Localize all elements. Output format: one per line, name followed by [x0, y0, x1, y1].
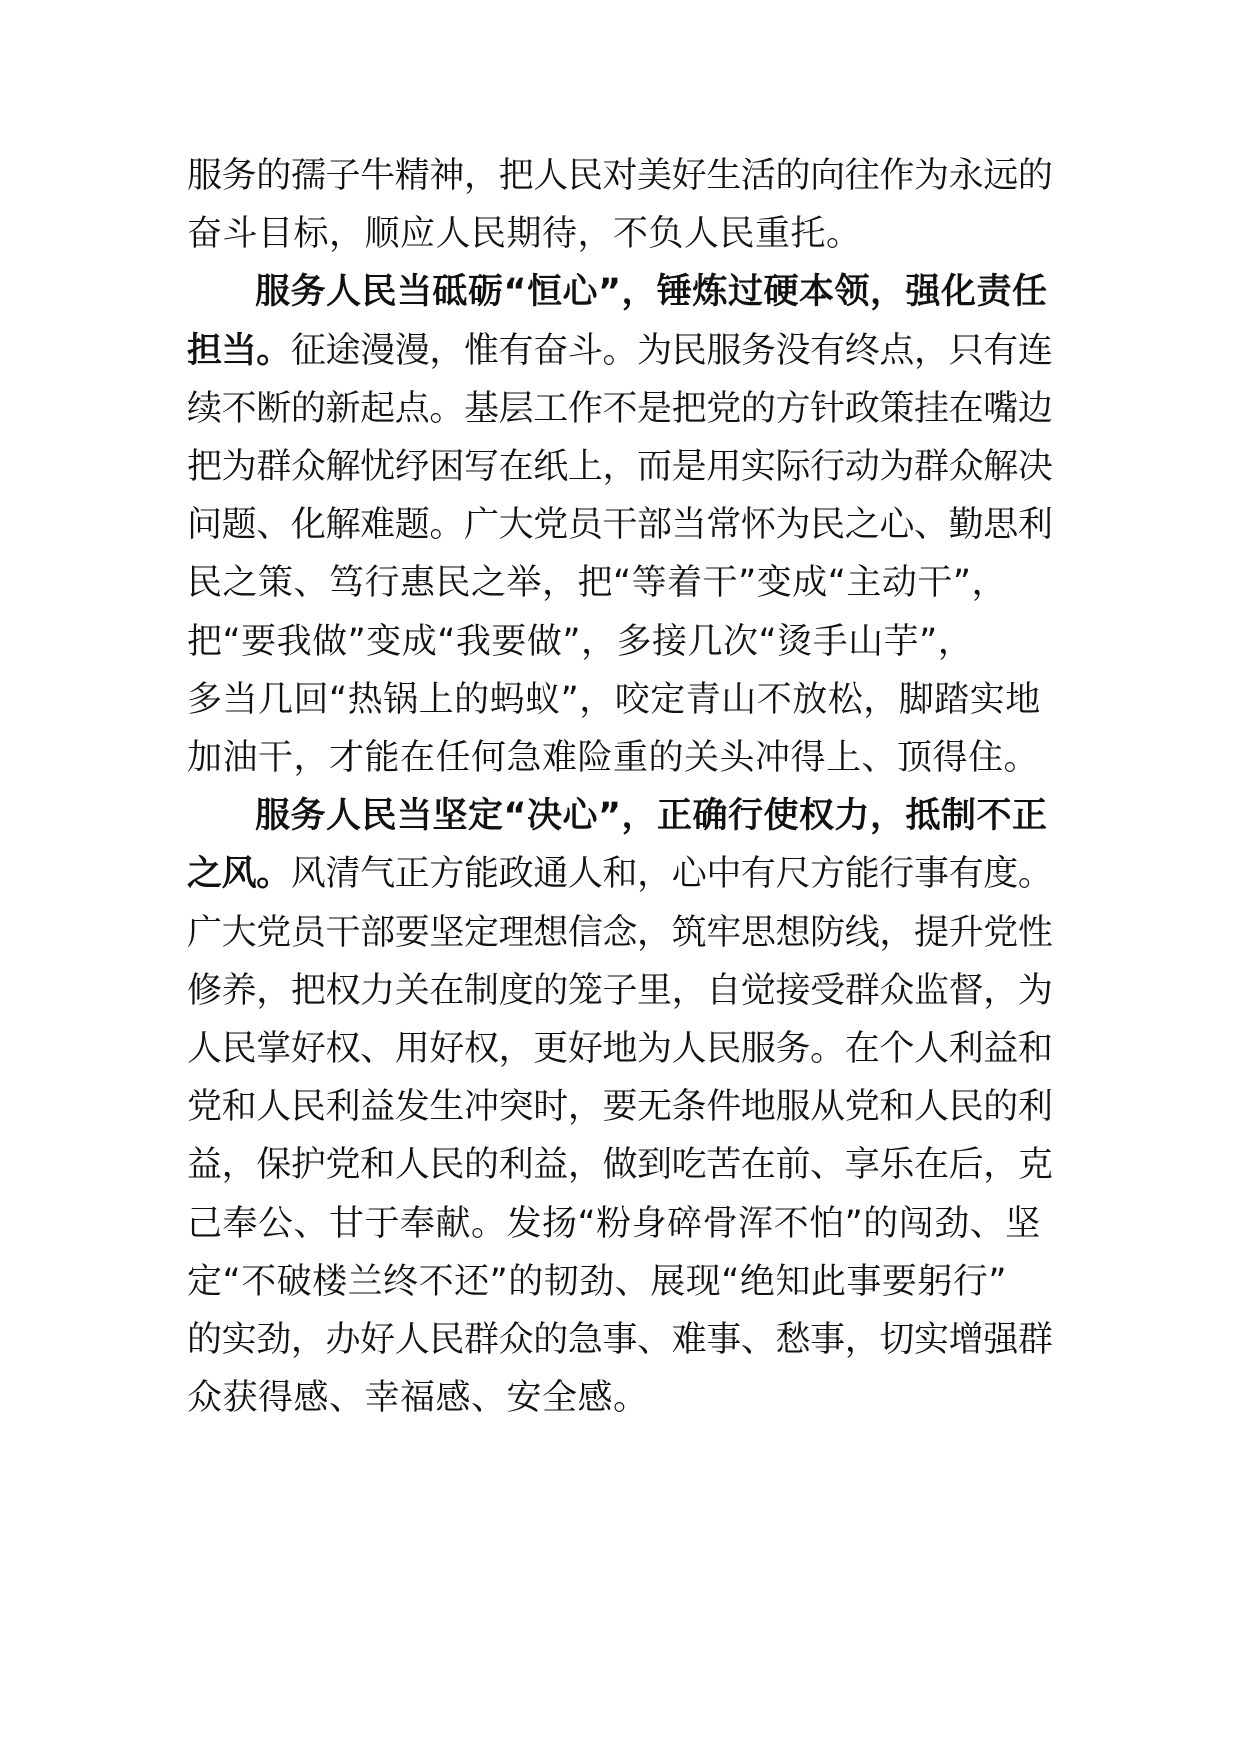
body-text: 党和人民利益发生冲突时，要无条件地服从党和人民的利	[187, 1087, 1053, 1128]
body-text: 广大党员干部要坚定理想信念，筑牢思想防线，提升党性	[187, 912, 1053, 953]
body-text: 奋斗目标，顺应人民期待，不负人民重托。	[187, 214, 862, 255]
text-line	[187, 958, 1053, 1024]
bold-heading-text: 担当。	[187, 330, 291, 371]
text-line	[187, 609, 1053, 675]
body-text: 众获得感、幸福感、安全感。	[187, 1378, 649, 1419]
text-line	[187, 1074, 1053, 1140]
bold-heading-text: 服务人民当砥砺“恒心”，锤炼过硬本领，强化责任	[255, 272, 1048, 313]
body-text: 风清气正方能政通人和，心中有尺方能行事有度。	[290, 854, 1053, 895]
text-line	[187, 376, 1053, 442]
text-line	[187, 725, 1053, 791]
body-text: 民之策、笃行惠民之举，把“等着干”变成“主动干”，	[187, 563, 1008, 604]
body-text: 征途漫漫，惟有奋斗。为民服务没有终点，只有连	[290, 330, 1053, 371]
text-line	[187, 550, 1053, 616]
text-line	[187, 1249, 1053, 1315]
text-line	[187, 434, 1053, 500]
body-text: 服务的孺子牛精神，把人民对美好生活的向往作为永远的	[187, 156, 1053, 196]
text-line	[187, 1191, 1053, 1257]
body-text: 修养，把权力关在制度的笼子里，自觉接受群众监督，为	[187, 970, 1053, 1011]
bold-heading-text: 服务人民当坚定“决心”，正确行使权力，抵制不正	[255, 796, 1048, 837]
text-line	[255, 783, 1053, 849]
body-text: 益，保护党和人民的利益，做到吃苦在前、享乐在后，克	[187, 1145, 1053, 1186]
body-text: 加油干，才能在任何急难险重的关头冲得上、顶得住。	[187, 738, 1040, 778]
text-line	[187, 1016, 1053, 1082]
text-line	[255, 259, 1053, 325]
body-text: 把“要我做”变成“我要做”，多接几次“烫手山芋”，	[187, 621, 974, 662]
body-text: 问题、化解难题。广大党员干部当常怀为民之心、勤思利	[187, 505, 1053, 546]
text-line	[187, 667, 1053, 733]
text-line	[187, 1365, 1053, 1431]
text-line	[187, 841, 1053, 907]
body-text: 续不断的新起点。基层工作不是把党的方针政策挂在嘴边	[187, 388, 1053, 429]
text-line	[187, 492, 1053, 558]
text-line	[187, 201, 1053, 267]
text-line	[187, 900, 1053, 966]
text-line	[187, 318, 1053, 384]
body-text: 多当几回“热锅上的蚂蚁”，咬定青山不放松，脚踏实地	[187, 679, 1041, 720]
body-text: 把为群众解忧纾困写在纸上，而是用实际行动为群众解决	[187, 447, 1053, 487]
text-line	[187, 1132, 1053, 1198]
text-line	[187, 1307, 1053, 1373]
bold-heading-text: 之风。	[187, 854, 291, 895]
body-text: 的实劲，办好人民群众的急事、难事、愁事，切实增强群	[187, 1320, 1053, 1360]
body-text: 人民掌好权、用好权，更好地为人民服务。在个人利益和	[187, 1029, 1053, 1069]
body-text: 己奉公、甘于奉献。发扬“粉身碎骨浑不怕”的闯劲、坚	[187, 1203, 1041, 1244]
text-line	[187, 143, 1053, 209]
body-text: 定“不破楼兰终不还”的韧劲、展现“绝知此事要躬行”	[187, 1261, 1008, 1302]
